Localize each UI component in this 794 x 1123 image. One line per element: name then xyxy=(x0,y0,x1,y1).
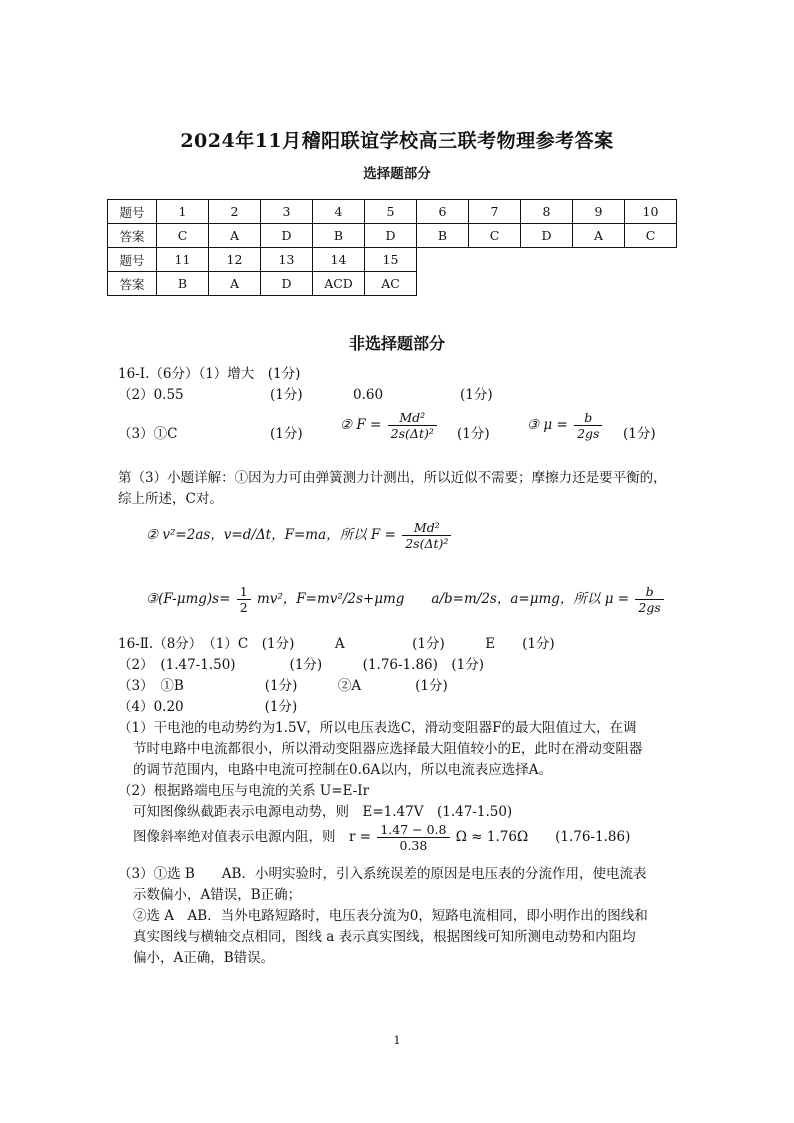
table-cell: B xyxy=(417,224,469,248)
table-cell: 14 xyxy=(313,248,365,272)
explain-line: 可知图像纵截距表示电源电动势，则 E=1.47V (1.47-1.50) xyxy=(133,804,513,820)
table-row xyxy=(108,272,677,296)
q16-2-line2: （2） (1.47-1.50) (1分) (1.76-1.86) (1分) xyxy=(118,657,485,673)
table-cell: ACD xyxy=(313,272,365,296)
explain-line: 示数偏小，A错误，B正确； xyxy=(133,887,302,903)
table-cell: A xyxy=(209,224,261,248)
explain-line: （2）根据路端电压与电流的关系 U=E-Ir xyxy=(118,783,370,799)
table-cell: B xyxy=(157,272,209,296)
detail-line: 综上所述，C对。 xyxy=(118,491,223,507)
explain-line: 真实图线与横轴交点相同，图线 a 表示真实图线，根据图线可知所测电动势和内阻均 xyxy=(133,929,636,945)
explain-line: （1）干电池的电动势约为1.5V，所以电压表选C，滑动变阻器F的最大阻值过大，在调 xyxy=(118,720,637,736)
table-row xyxy=(108,248,677,272)
table-cell: 11 xyxy=(157,248,209,272)
table-cell: AC xyxy=(365,272,417,296)
table-header-cell: 答案 xyxy=(108,272,157,296)
table-cell: 5 xyxy=(365,200,417,224)
table-cell: B xyxy=(313,224,365,248)
explain-line: 的调节范围内，电路中电流可控制在0.6A以内，所以电流表应选择A。 xyxy=(133,762,552,778)
table-cell: C xyxy=(469,224,521,248)
table-cell: A xyxy=(209,272,261,296)
table-cell: D xyxy=(261,224,313,248)
q16-2-line3: （3） ①B (1分) ②A (1分) xyxy=(118,678,448,694)
page-number: 1 xyxy=(393,1034,401,1047)
table-cell: 12 xyxy=(209,248,261,272)
explain-line: （3）①选 B AB．小明实验时，引入系统误差的原因是电压表的分流作用，使电流表 xyxy=(118,866,647,882)
section-title-nonchoice: 非选择题部分 xyxy=(348,334,445,353)
table-cell: 3 xyxy=(261,200,313,224)
q16-1-header: 16-Ⅰ.（6分）（1）增大 (1分) xyxy=(118,366,301,382)
table-cell: 2 xyxy=(209,200,261,224)
table-cell: D xyxy=(261,272,313,296)
table-empty-area xyxy=(417,248,677,272)
q16-1-line3-d: (1分) xyxy=(457,426,490,442)
detail-line: 第（3）小题详解：①因为力可由弹簧测力计测出，所以近似不需要；摩擦力还是要平衡的， xyxy=(118,470,667,486)
table-cell: D xyxy=(365,224,417,248)
q16-1-line2-a: （2）0.55 xyxy=(118,387,184,403)
table-cell: 10 xyxy=(625,200,677,224)
table-header-cell: 答案 xyxy=(108,224,157,248)
formula-force: ② F = $\frac{\text{Md²}}{\text{2s(Δt)²}}$ xyxy=(340,410,439,441)
table-cell: A xyxy=(573,224,625,248)
explain-line: 节时电路中电流都很小，所以滑动变阻器应选择最大阻值较小的E，此时在滑动变阻器 xyxy=(133,741,643,757)
answer-table xyxy=(107,199,677,296)
table-empty-area xyxy=(417,272,677,296)
table-cell: 4 xyxy=(313,200,365,224)
table-cell: 8 xyxy=(521,200,573,224)
table-header-cell: 题号 xyxy=(108,200,157,224)
table-cell: 7 xyxy=(469,200,521,224)
page-title: 2024年11月稽阳联谊学校高三联考物理参考答案 xyxy=(180,130,614,152)
explain-formula-r: 图像斜率绝对值表示电源内阻，则 r = $\frac{1.47 - 0.8}{0.38}$ Ω ≈ 1.76Ω (1.76-1.86) xyxy=(133,822,631,853)
q16-1-line2-b: (1分) xyxy=(270,387,303,403)
explain-line: ②选 A AB．当外电路短路时，电压表分流为0，短路电流相同，即小明作出的图线和 xyxy=(133,908,648,924)
table-cell: 6 xyxy=(417,200,469,224)
formula-mu: ③ μ = $\frac{b}{2gs}$ xyxy=(527,410,604,441)
q16-2-line4: （4）0.20 (1分) xyxy=(118,699,298,715)
table-cell: D xyxy=(521,224,573,248)
table-cell: 9 xyxy=(573,200,625,224)
explain-line: 偏小，A正确，B错误。 xyxy=(133,950,275,966)
table-cell: 1 xyxy=(157,200,209,224)
table-header-cell: 题号 xyxy=(108,248,157,272)
section-title-choice: 选择题部分 xyxy=(363,166,431,182)
table-cell: 15 xyxy=(365,248,417,272)
table-cell: 13 xyxy=(261,248,313,272)
table-cell: C xyxy=(625,224,677,248)
detail-formula-3: ③(F-μmg)s= $\frac{1}{2}$ mv²，F=mv²/2s+μmg a/b=m/2s，a=μmg，所以 μ = $\frac{b}{2gs}$ xyxy=(146,584,666,615)
q16-1-line3-b: (1分) xyxy=(270,426,303,442)
table-cell: C xyxy=(157,224,209,248)
q16-1-line2-d: (1分) xyxy=(460,387,493,403)
table-row xyxy=(108,224,677,248)
table-row xyxy=(108,200,677,224)
q16-1-line2-c: 0.60 xyxy=(353,387,384,403)
q16-1-line3-a: （3）①C xyxy=(118,426,178,442)
detail-formula-2: ② v²=2as，v=d/Δt，F=ma，所以 F = $\frac{\text{Md²}}{\text{2s(Δt)²}}$ xyxy=(146,520,453,551)
q16-2-line1: 16-Ⅱ.（8分） （1）C (1分) A (1分) E (1分) xyxy=(118,636,555,652)
q16-1-line3-f: (1分) xyxy=(623,426,656,442)
